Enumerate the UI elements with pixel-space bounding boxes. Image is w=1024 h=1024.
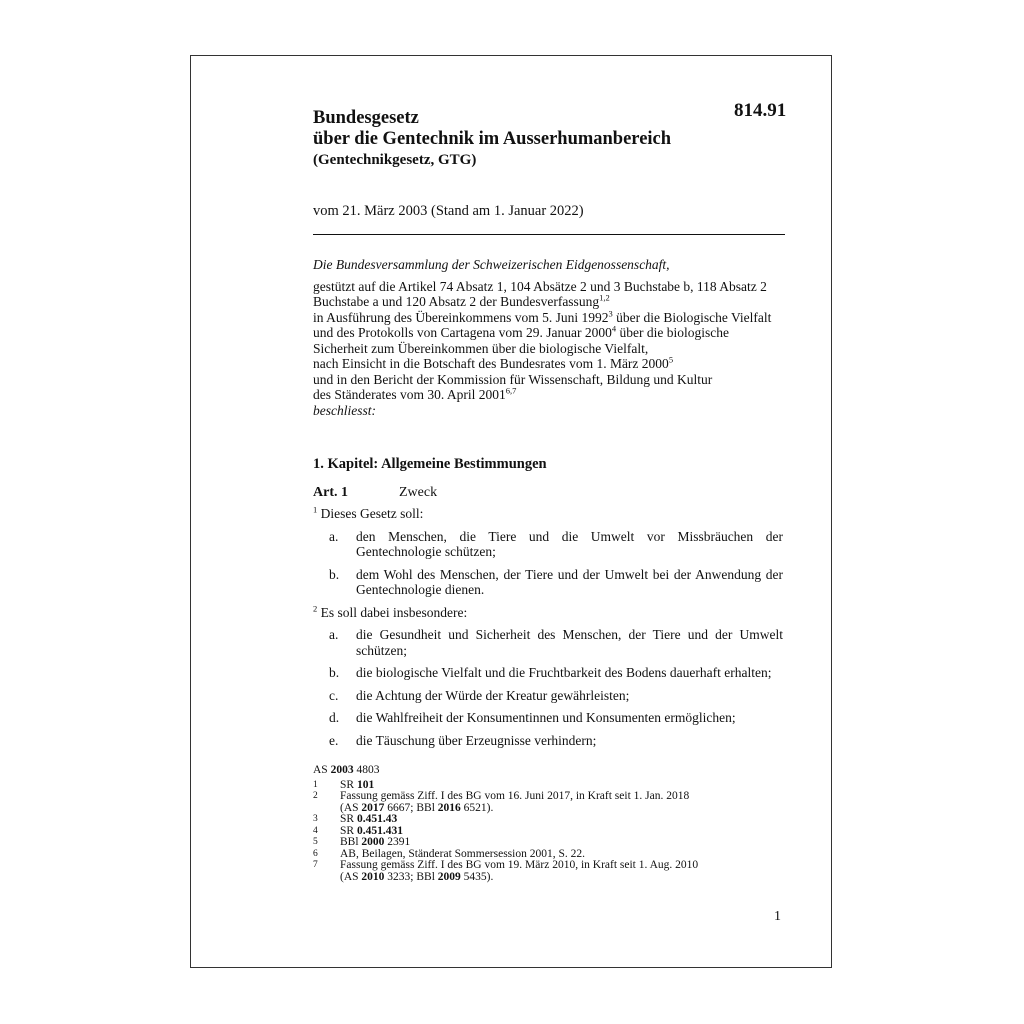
short-title: (Gentechnikgesetz, GTG) [313, 152, 477, 168]
footnote-ref: 4 [611, 323, 617, 334]
footnote-ref: 1 [599, 292, 604, 303]
paragraph-2: $^2$ Es soll dabei insbesondere: [313, 603, 468, 620]
page-number: 1 [774, 909, 781, 924]
list-item: c. die Achtung der Würde der Kreatur gewährleisten; [329, 687, 630, 703]
footnote: 2 Fassung gemäss Ziff. I des BG vom 16. Juni 2017, in Kraft seit 1. Jan. 2018 [313, 790, 690, 802]
list-item: d. die Wahlfreiheit der Konsumentinnen und Konsumenten ermöglichen; [329, 710, 736, 725]
document-page [190, 55, 832, 968]
preamble-line: und in den Bericht der Kommission für Wissenschaft, Bildung und Kultur [313, 371, 713, 387]
footnote-ref: 5 [668, 354, 674, 365]
footnote-continuation: (AS 2017 6667; BBl 2016 6521). [340, 801, 494, 814]
preamble-line: Buchstabe a und 120 Absatz 2 der Bundesverfassung$^{1,2}$ [313, 292, 610, 309]
preamble-line: in Ausführung des Übereinkommens vom 5. Juni 1992$^3$ über die Biologische Vielfalt [313, 308, 772, 325]
footnote-ref: ,2 [603, 292, 610, 303]
preamble [313, 257, 783, 418]
footnote: 3 SR 0.451.43 [313, 813, 398, 825]
title-divider [313, 234, 785, 235]
sr-number: 814.91 [734, 100, 787, 121]
footnote: 4 SR 0.451.431 [313, 824, 403, 837]
footnotes [313, 765, 783, 883]
article-heading [313, 485, 437, 501]
footnote-continuation: (AS 2010 3233; BBl 2009 5435). [340, 870, 494, 883]
article-title: Zweck [399, 485, 438, 500]
footnote: 1 SR 101 [313, 778, 375, 791]
footnote: 6 AB, Beilagen, Ständerat Sommersession 2001, S. 22. [313, 847, 585, 860]
list-item: a. die Gesundheit und Sicherheit des Menschen, der Tiere und der Umwelt schützen; [329, 627, 783, 658]
footnote: 7 Fassung gemäss Ziff. I des BG vom 19. März 2010, in Kraft seit 1. Aug. 2010 [313, 859, 699, 871]
preamble-intro: Die Bundesversammlung der Schweizerischen Eidgenossenschaft, [313, 257, 670, 272]
article-body [313, 506, 783, 755]
preamble-line: nach Einsicht in die Botschaft des Bundesrates vom 1. März 2000$^5$ [313, 354, 674, 371]
paragraph-1: $^1$ Dieses Gesetz soll: [313, 504, 424, 521]
title-line-1: Bundesgesetz [313, 108, 419, 128]
as-reference: AS 2003 4803 [313, 764, 380, 776]
list-item: b. dem Wohl des Menschen, der Tiere und der Umwelt bei der Anwendung der Gentechnologie dienen. [329, 566, 783, 597]
list-item: a. den Menschen, die Tiere und die Umwelt vor Missbräuchen der Gentechnologie schützen; [329, 528, 783, 559]
document-title [313, 108, 671, 171]
list-item: e. die Täuschung über Erzeugnisse verhindern; [329, 732, 597, 748]
preamble-line: gestützt auf die Artikel 74 Absatz 1, 104 Absätze 2 und 3 Buchstabe b, 118 Absatz 2 [313, 278, 767, 294]
footnote-ref: ,7 [509, 385, 517, 396]
footnote-ref: 6 [505, 385, 510, 396]
preamble-line: Sicherheit zum Übereinkommen über die biologische Vielfalt, [313, 340, 649, 356]
date-line: vom 21. März 2003 (Stand am 1. Januar 2022) [313, 203, 584, 219]
chapter-heading: 1. Kapitel: Allgemeine Bestimmungen [313, 456, 547, 472]
footnote-ref: 3 [608, 308, 613, 318]
preamble-line: des Ständerates vom 30. April 2001$^{6,7}$ [313, 385, 517, 402]
article-number: Art. 1 [313, 485, 348, 500]
preamble-closing: beschliesst: [313, 402, 376, 418]
title-line-2: über die Gentechnik im Ausserhumanbereich [313, 129, 672, 149]
footnote: 5 BBl 2000 2391 [313, 836, 411, 848]
list-item: b. die biologische Vielfalt und die Fruchtbarkeit des Bodens dauerhaft erhalten; [329, 665, 772, 680]
preamble-line: und des Protokolls von Cartagena vom 29. Januar 2000$^4$ über die biologische [313, 323, 729, 340]
